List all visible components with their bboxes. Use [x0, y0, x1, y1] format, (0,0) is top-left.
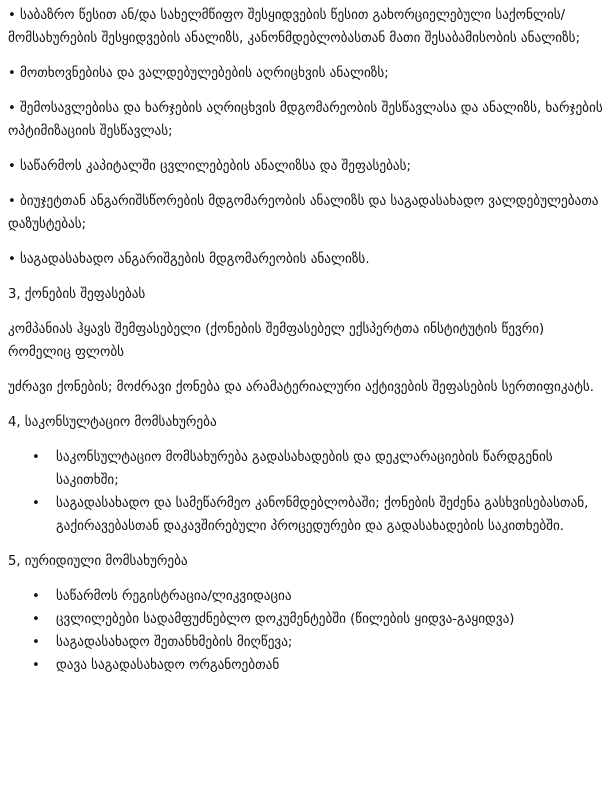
paragraph-appraiser: კომპანიას ჰყავს შემფასებელი (ქონების შემფასებელ ექსპერტთა ინსტიტუტის წევრი) რომელიც ფლობს	[8, 322, 545, 360]
bullet-icon: •	[32, 635, 40, 650]
paragraph-receivables-analysis: • მოთხოვნებისა და ვალდებულებების აღრიცხვის ანალიზს;	[8, 66, 389, 81]
section-heading-property-valuation: 3, ქონების შეფასებას	[8, 287, 146, 302]
list-item-text: ცვლილებები სადამფუძნებლო დოკუმენტებში (წილების ყიდვა-გაყიდვა)	[56, 612, 515, 627]
paragraph-certificates: უძრავი ქონების; მოძრავი ქონება და არამატერიალური აქტივების შეფასების სერთიფიკატს.	[8, 380, 594, 395]
section-heading-consulting: 4, საკონსულტაციო მომსახურება	[8, 415, 217, 430]
bullet-icon: •	[32, 589, 40, 604]
list-item-text: საგადასახადო შეთანხმების მიღწევა;	[56, 635, 293, 650]
list-item-text: საწარმოს რეგისტრაცია/ლიკვიდაცია	[56, 589, 292, 604]
consulting-list	[8, 446, 603, 538]
bullet-icon: •	[32, 612, 40, 627]
section-heading-legal: 5, იურიდიული მომსახურება	[8, 554, 188, 569]
legal-list	[8, 585, 603, 677]
paragraph-capital-changes: • საწარმოს კაპიტალში ცვლილებების ანალიზსა და შეფასებას;	[8, 159, 411, 174]
list-item	[8, 492, 603, 538]
list-item-text: საკონსულტაციო მომსახურება გადასახადების და დეკლარაციების წარდგენის საკითხში;	[56, 450, 553, 488]
bullet-icon: •	[32, 450, 40, 465]
list-item	[8, 608, 603, 631]
paragraph-budget-settlements: • ბიუჯეტთან ანგარიშსწორების მდგომარეობის ანალიზს და საგადასახადო ვალდებულებათა დაზუსტებას;	[8, 194, 599, 232]
list-item-text: დავა საგადასახადო ორგანოებთან	[56, 658, 280, 673]
list-item-text: საგადასახადო და სამეწარმეო კანონმდებლობაში; ქონების შეძენა გასხვისებასთან, გაქირავებასთან დაკავშირებული პროცედურები და გადასახადების საკითხებში.	[56, 496, 589, 534]
paragraph-income-expense-analysis: • შემოსავლებისა და ხარჯების აღრიცხვის მდგომარეობის შესწავლასა და ანალიზს, ხარჯების ოპტიმიზაციის შესწავლას;	[8, 101, 603, 139]
list-item	[8, 446, 603, 492]
paragraph-tax-reporting: • საგადასახადო ანგარიშგების მდგომარეობის ანალიზს.	[8, 252, 370, 267]
list-item	[8, 654, 603, 677]
document-page	[8, 4, 603, 677]
list-item	[8, 631, 603, 654]
paragraph-procurement-analysis: • საბაზრო წესით ან/და სახელმწიფო შესყიდვების წესით გახორციელებული საქონლის/მომსახურების შესყიდვების ანალიზს, კანონმდებლობასთან მათი შესაბამისობის ანალიზს;	[8, 8, 581, 46]
bullet-icon: •	[32, 496, 40, 511]
bullet-icon: •	[32, 658, 40, 673]
list-item	[8, 585, 603, 608]
